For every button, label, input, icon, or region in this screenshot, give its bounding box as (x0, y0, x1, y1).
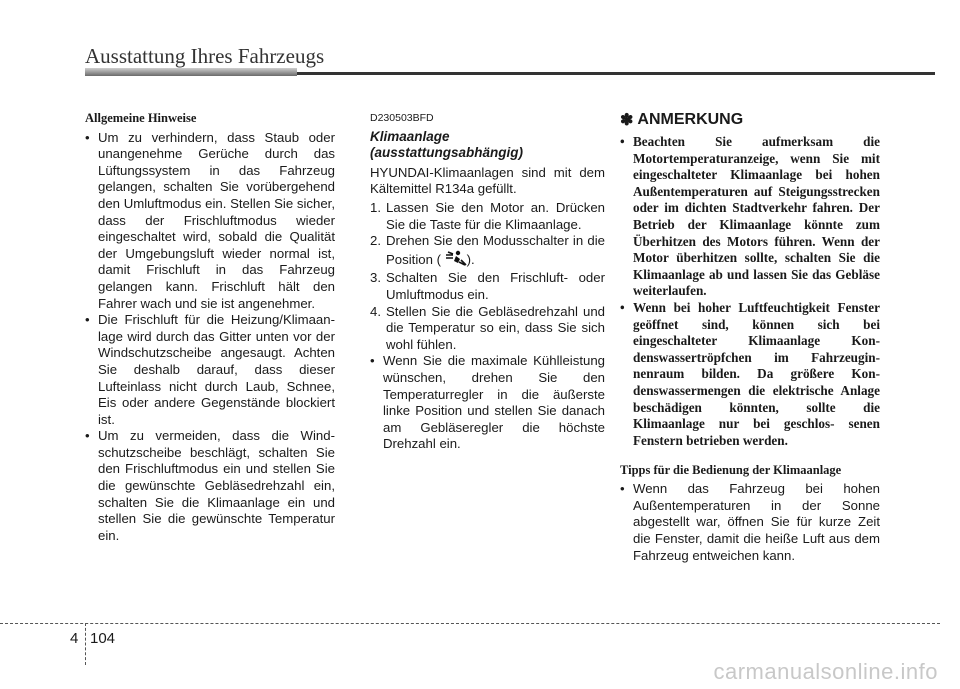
general-notes-heading: Allgemeine Hinweise (85, 111, 197, 125)
list-item: • Beachten Sie aufmerksam die Motortemperaturanzeige, wenn Sie mit eingeschalteter Klimaanlage bei hohen Außentemperaturen auf Steigungsstrecken oder im dichten Stadtverkehr fahren. Der Betrieb der Klimaanlage könnte zum Überhitzen des Motors führen. Wenn der Motor überhitzen sollte, schalten Sie die Klimaanlage ab und lassen Sie das Gebläse weiterlaufen. (620, 134, 880, 299)
page-number: 104 (90, 630, 116, 647)
air-conditioning-heading: Klimaanlage (ausstattungsabhängig) (370, 128, 524, 161)
note-list (620, 134, 880, 449)
watermark: carmanualsonline.info (713, 659, 938, 684)
tips-list (620, 481, 880, 564)
asterisk-icon: ✽ (620, 112, 634, 129)
list-item: • Um zu verhindern, dass Staub oder unangenehme Gerüche durch das Lüftungssystem in das Fahrzeug gelangen, schalten Sie vorübergehend den Umluftmodus ein. Stellen Sie sicher, dass der Frischluftmodus wieder eingeschaltet wird, sobald die Qualität der Umgebungsluft wieder normal ist, damit Frischluft in das Fahrzeug gelangen kann. Frischluft hält den Fahrer wach und sie ist angenehmer. (85, 129, 335, 311)
list-item: • Wenn Sie die maximale Kühlleistung wünschen, drehen Sie den Temperaturregler in die äußerste linke Position und stellen Sie danach am Gebläseregler die höchste Drehzahl ein. (370, 353, 605, 452)
header-rule (297, 72, 935, 75)
list-item: • Wenn das Fahrzeug bei hohen Außentemperaturen in der Sonne abgestellt war, öffnen Sie für kurze Zeit die Fenster, damit die heiße Luft aus dem Fahrzeug entweichen kann. (620, 481, 880, 563)
step-item: 1. Lassen Sie den Motor an. Drücken Sie die Taste für die Klimaanlage. (370, 199, 605, 232)
list-item: • Um zu vermeiden, dass die Wind- schutzscheibe beschlägt, schalten Sie den Frischluftmodus ein und stellen Sie die gewünschte Gebläsedrehzahl ein, schalten Sie die Klimaanlage ein und stellen Sie die gewünschte Temperatur ein. (85, 428, 335, 543)
note-heading: ✽ ANMERKUNG (620, 111, 744, 129)
section-code: D230503BFD (370, 112, 434, 124)
column-note (620, 110, 880, 564)
header-gradient-bar (85, 68, 297, 76)
step-item: 3. Schalten Sie den Frischluft- oder Umluftmodus ein. (370, 270, 605, 302)
general-notes-list (85, 130, 335, 545)
step-item: 4. Stellen Sie die Gebläsedrehzahl und die Temperatur so ein, dass Sie sich wohl fühlen. (370, 303, 605, 352)
footer-dashed-rule (0, 623, 940, 624)
section-number: 4 (70, 630, 79, 647)
tips-heading: Tipps für die Bedienung der Klimaanlage (620, 463, 842, 478)
column-air-conditioning (370, 110, 605, 453)
steps-list (370, 200, 605, 353)
step-item: 2. Drehen Sie den Modusschalter in die Position ( ). (370, 233, 605, 270)
list-item: • Wenn bei hoher Luftfeuchtigkeit Fenster geöffnet sind, können sich bei eingeschalteter Klimaanlage Kon- denswassertröpfchen im Fahrzeugin- nenraum bilden. Da größere Kon- denswassermengen die elektrische Anlage beschädigen könnten, sollte die Klimaanlage nur bei geschlos- senen Fenstern betrieben werden. (620, 299, 880, 448)
page-header-title: Ausstattung Ihres Fahrzeugs (85, 44, 325, 68)
intro-text: HYUNDAI-Klimaanlagen sind mit dem Kältemittel R134a gefüllt. (370, 164, 605, 197)
footer-vertical-rule (85, 623, 86, 665)
face-vent-icon (445, 250, 467, 271)
cooling-tip-list (370, 353, 605, 453)
column-general-notes (85, 110, 335, 544)
list-item: • Die Frischluft für die Heizung/Klimaan- lage wird durch das Gitter unten vor der Windschutzscheibe angesaugt. Achten Sie deshalb darauf, dass dieser Lufteinlass nicht durch Laub, Schnee, Eis oder andere Gegenstände blockiert ist. (85, 312, 335, 427)
